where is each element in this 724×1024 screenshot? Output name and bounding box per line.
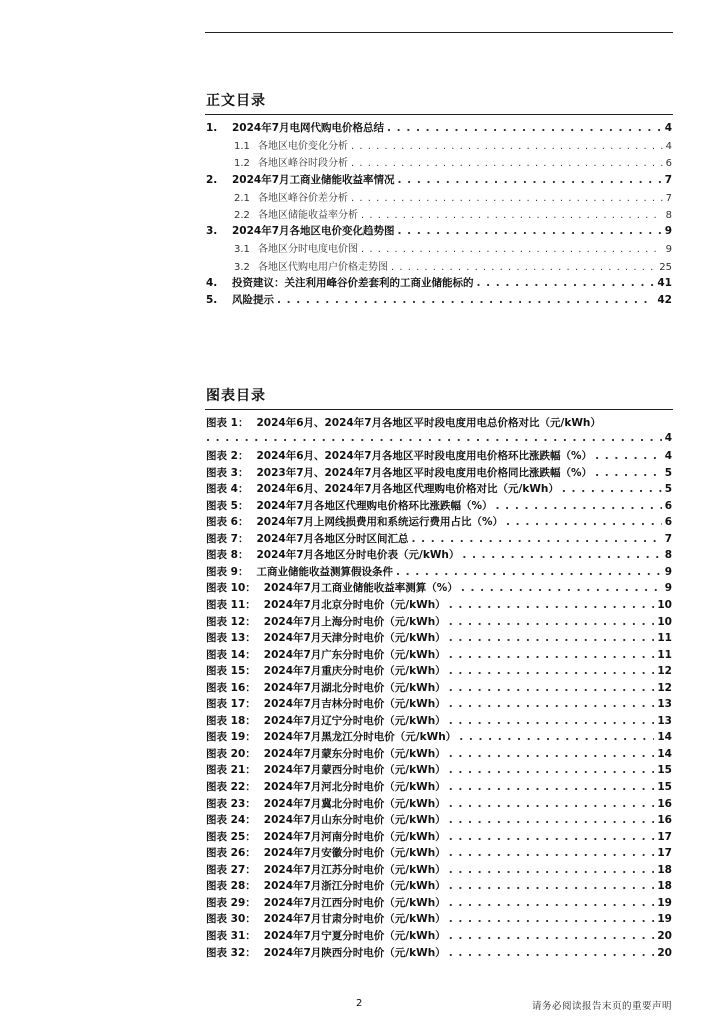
figure-item[interactable] [206,845,672,862]
toc-item-page: 4 [665,141,672,153]
leader-dots [462,549,661,561]
figure-item-label: 2024年7月江苏分时电价（元/kWh） [263,863,446,876]
figure-item-page: 17 [657,830,672,843]
toc-item[interactable] [206,223,672,240]
leader-dots [449,880,655,892]
figure-item-number: 图表 17： [206,698,256,711]
toc-item-label: 2024年7月工商业储能收益率情况 [232,173,395,186]
figure-item-label: 2024年6月、2024年7月各地区代理购电价格对比（元/kWh） [256,483,559,496]
figure-item-number: 图表 8： [206,549,249,562]
figure-item-number: 图表 1： [206,417,249,429]
toc-item-number: 2. [206,173,218,186]
figure-item-number: 图表 5： [206,499,249,512]
figure-item-label: 2024年7月蒙东分时电价（元/kWh） [263,747,446,760]
figure-item[interactable] [206,812,672,829]
figure-item-page: 7 [664,532,672,545]
figure-item-page: 11 [657,632,672,645]
toc-item-page: 42 [657,293,672,306]
toc-item[interactable] [206,275,672,292]
figure-item-number: 图表 19： [206,731,256,744]
figure-item-page: 5 [664,483,672,496]
figure-item[interactable] [206,928,672,945]
figure-item[interactable] [206,746,672,763]
toc-item[interactable] [206,154,672,171]
toc-list [206,120,672,309]
toc-title: 正文目录 [206,93,266,109]
figure-item-number: 图表 13： [206,632,256,645]
figure-item-page: 9 [664,565,672,578]
figure-item[interactable] [206,663,672,680]
header-rule [205,32,673,33]
leader-dots [351,193,663,204]
leader-dots [351,158,663,169]
toc-item-page: 7 [664,173,672,186]
figure-item-label: 2024年7月吉林分时电价（元/kWh） [263,698,446,711]
figure-item-page: 19 [657,896,672,909]
figure-item-page: 16 [657,814,672,827]
figure-item[interactable] [206,895,672,912]
figure-item[interactable] [206,945,672,962]
toc-item-label: 各地区储能收益率分析 [258,209,358,221]
figure-item[interactable] [206,829,672,846]
toc-item-page: 4 [664,122,672,134]
toc-item[interactable] [206,258,672,275]
figure-item[interactable] [206,796,672,813]
figure-item-label: 2024年7月甘肃分时电价（元/kWh） [263,913,446,926]
figure-item[interactable] [206,531,672,548]
figure-item[interactable] [206,514,672,531]
toc-item-page: 6 [665,158,672,170]
leader-dots [449,764,655,776]
leader-dots [387,122,662,134]
toc-item-label: 各地区代购电用户价格走势图 [258,261,388,273]
toc-item[interactable] [206,120,672,137]
figure-item-page: 5 [664,466,672,479]
figure-item[interactable] [206,498,672,515]
figure-item-page: 20 [657,946,672,959]
figure-item[interactable] [206,481,672,498]
toc-item-label: 各地区峰谷时段分析 [258,158,348,170]
toc-item-number: 2.2 [234,209,250,221]
leader-dots [361,210,663,221]
figure-item-page: 9 [664,582,672,595]
figure-item-label: 2024年7月重庆分时电价（元/kWh） [263,665,446,678]
leader-dots [449,831,655,843]
figure-item-page: 17 [657,847,672,860]
figure-item-label: 2024年7月各地区代理购电价格环比涨跌幅（%） [256,499,493,512]
toc-item-number: 3.2 [234,261,250,273]
toc-item[interactable] [206,292,672,309]
leader-dots [449,715,655,727]
toc-item-page: 41 [657,276,672,289]
figure-item-page: 11 [657,648,672,661]
toc-item-number: 2.1 [234,192,250,204]
leader-dots [361,244,663,255]
figure-item[interactable] [206,564,672,581]
toc-title-rule [205,114,673,115]
toc-item-number: 1. [206,122,218,134]
figure-item-label: 2024年7月河南分时电价（元/kWh） [263,830,446,843]
figure-item[interactable] [206,862,672,879]
figure-item[interactable] [206,680,672,697]
figure-item-page: 12 [657,665,672,678]
leader-dots [449,814,655,826]
figure-item-page: 19 [657,913,672,926]
figure-item[interactable] [206,630,672,647]
toc-item-number: 4. [206,276,218,289]
footer-disclaimer: 请务必阅读报告末页的重要声明 [531,1001,672,1012]
figure-item-label: 2024年7月辽宁分时电价（元/kWh） [263,714,446,727]
figure-item-number: 图表 6： [206,516,249,529]
figure-item[interactable] [206,878,672,895]
toc-item-label: 2024年7月电网代购电价格总结 [232,122,385,134]
figure-item-number: 图表 29： [206,896,256,909]
leader-dots [398,174,662,186]
figure-item-number: 图表 11： [206,599,256,612]
toc-item-number: 5. [206,293,218,306]
figure-item[interactable] [206,580,672,597]
figure-item-page: 15 [657,764,672,777]
leader-dots [449,748,655,760]
figure-item-label: 2024年7月各地区分时区间汇总 [256,532,409,545]
leader-dots [562,483,662,495]
leader-dots [391,262,656,273]
leader-dots [496,500,662,512]
figure-item[interactable] [206,729,672,746]
leader-dots [277,294,654,306]
figure-item-label: 2024年7月黑龙江分时电价（元/kWh） [263,731,457,744]
figure-item-page: 13 [657,698,672,711]
leader-dots [396,566,662,578]
toc-item[interactable] [206,240,672,257]
leader-dots [449,599,655,611]
figures-title-rule [205,409,673,410]
figure-item-label: 2024年7月宁夏分时电价（元/kWh） [263,929,446,942]
figure-item-number: 图表 7： [206,532,249,545]
figure-item[interactable] [206,614,672,631]
leader-dots [449,698,655,710]
toc-item-number: 3. [206,225,218,238]
figure-item-label: 2024年7月河北分时电价（元/kWh） [263,781,446,794]
figure-item-number: 图表 31： [206,929,256,942]
leader-dots [461,582,662,594]
figure-item-label: 2024年7月江西分时电价（元/kWh） [263,896,446,909]
figure-item-number: 图表 10： [206,582,256,595]
figure-item-number: 图表 18： [206,714,256,727]
leader-dots [595,450,662,462]
leader-dots [477,277,655,289]
toc-item-number: 1.2 [234,158,250,170]
page-number: 2 [356,998,363,1009]
figure-item-page: 12 [657,681,672,694]
figure-item-label: 2024年7月北京分时电价（元/kWh） [263,599,446,612]
figure-item-number: 图表 25： [206,830,256,843]
toc-item-label: 各地区分时电度电价图 [258,244,358,256]
figure-item[interactable] [206,696,672,713]
leader-dots [449,632,655,644]
figure-item-page: 10 [657,599,672,612]
toc-item-page: 9 [665,244,672,256]
figure-item-continuation[interactable] [206,432,672,449]
toc-item[interactable] [206,189,672,206]
figure-item-number: 图表 24： [206,814,256,827]
figure-item-number: 图表 27： [206,863,256,876]
figure-item-number: 图表 28： [206,880,256,893]
figure-item-label: 2024年7月上海分时电价（元/kWh） [263,615,446,628]
toc-item-page: 9 [664,225,672,238]
figure-item-number: 图表 21： [206,764,256,777]
figure-item-label: 2023年7月、2024年7月各地区平时段电度用电价格同比涨跌幅（%） [256,466,593,479]
figure-item-number: 图表 12： [206,615,256,628]
figure-item-number: 图表 32： [206,946,256,959]
figure-item-page: 10 [657,615,672,628]
figure-item-page: 13 [657,714,672,727]
figure-item[interactable] [206,465,672,482]
leader-dots [449,897,655,909]
figure-item-label: 2024年6月、2024年7月各地区平时段电度用电总价格对比（元/kWh） [256,417,601,429]
figure-item-page: 8 [664,549,672,562]
figure-item-number: 图表 16： [206,681,256,694]
figure-item-label: 2024年7月各地区分时电价表（元/kWh） [256,549,460,562]
figure-item-number: 图表 9： [206,565,249,578]
figure-item-label: 2024年7月蒙西分时电价（元/kWh） [263,764,446,777]
figure-item-label: 2024年6月、2024年7月各地区平时段电度用电价格环比涨跌幅（%） [256,450,593,463]
figure-item-number: 图表 20： [206,747,256,760]
figure-item-page: 4 [664,431,672,444]
figure-item-label: 2024年7月工商业储能收益率测算（%） [263,582,458,595]
leader-dots [595,467,662,479]
figure-item-label: 工商业储能收益测算假设条件 [256,565,393,578]
figure-item-page: 14 [657,747,672,760]
leader-dots [449,847,655,859]
leader-dots [398,225,662,237]
leader-dots [351,141,663,152]
toc-item-label: 各地区电价变化分析 [258,141,348,153]
leader-dots [412,533,662,545]
leader-dots [206,432,662,444]
figure-item-number: 图表 26： [206,847,256,860]
figure-item-page: 16 [657,797,672,810]
toc-item-page: 25 [659,261,672,273]
figure-item-number: 图表 2： [206,450,249,463]
leader-dots [449,665,655,677]
figure-item-label: 2024年7月山东分时电价（元/kWh） [263,814,446,827]
figure-item[interactable] [206,647,672,664]
figures-title: 图表目录 [206,388,266,404]
figure-item[interactable] [206,597,672,614]
figure-item-number: 图表 4： [206,483,249,496]
toc-item[interactable] [206,172,672,189]
figure-item[interactable] [206,911,672,928]
toc-item[interactable] [206,206,672,223]
figure-item-label: 2024年7月安徽分时电价（元/kWh） [263,847,446,860]
figure-item-page: 18 [657,863,672,876]
figure-item-page: 14 [657,731,672,744]
figure-item-label: 2024年7月湖北分时电价（元/kWh） [263,681,446,694]
figure-item[interactable] [206,415,672,432]
figure-item-page: 6 [664,516,672,529]
leader-dots [449,781,655,793]
figure-item-page: 6 [664,499,672,512]
toc-item-label: 风险提示 [232,293,274,306]
leader-dots [449,616,655,628]
figure-item-label: 2024年7月浙江分时电价（元/kWh） [263,880,446,893]
toc-item[interactable] [206,137,672,154]
toc-item-label: 2024年7月各地区电价变化趋势图 [232,225,395,238]
toc-item-number: 3.1 [234,244,250,256]
toc-item-page: 8 [665,209,672,221]
toc-item-page: 7 [665,192,672,204]
toc-item-label: 各地区峰谷价差分析 [258,192,348,204]
figures-list [206,415,672,961]
figure-item-label: 2024年7月陕西分时电价（元/kWh） [263,946,446,959]
figure-item-number: 图表 30： [206,913,256,926]
figure-item-number: 图表 14： [206,648,256,661]
figure-item-label: 2024年7月上网线损费用和系统运行费用占比（%） [256,516,504,529]
figure-item-number: 图表 23： [206,797,256,810]
leader-dots [459,731,654,743]
figure-item[interactable] [206,762,672,779]
figure-item-label: 2024年7月天津分时电价（元/kWh） [263,632,446,645]
leader-dots [449,798,655,810]
leader-dots [506,516,662,528]
leader-dots [449,864,655,876]
leader-dots [449,682,655,694]
leader-dots [449,930,655,942]
figure-item[interactable] [206,713,672,730]
figure-item-page: 15 [657,781,672,794]
toc-item-label: 投资建议：关注利用峰谷价差套利的工商业储能标的 [232,276,474,289]
figure-item-label: 2024年7月冀北分时电价（元/kWh） [263,797,446,810]
figure-item-page: 18 [657,880,672,893]
figure-item-number: 图表 15： [206,665,256,678]
figure-item[interactable] [206,448,672,465]
leader-dots [449,947,655,959]
figure-item-number: 图表 3： [206,466,249,479]
figure-item[interactable] [206,547,672,564]
leader-dots [449,649,655,661]
figure-item[interactable] [206,779,672,796]
figure-item-page: 20 [657,929,672,942]
figure-item-label: 2024年7月广东分时电价（元/kWh） [263,648,446,661]
toc-item-number: 1.1 [234,141,250,153]
figure-item-page: 4 [664,450,672,463]
leader-dots [449,913,655,925]
figure-item-number: 图表 22： [206,781,256,794]
